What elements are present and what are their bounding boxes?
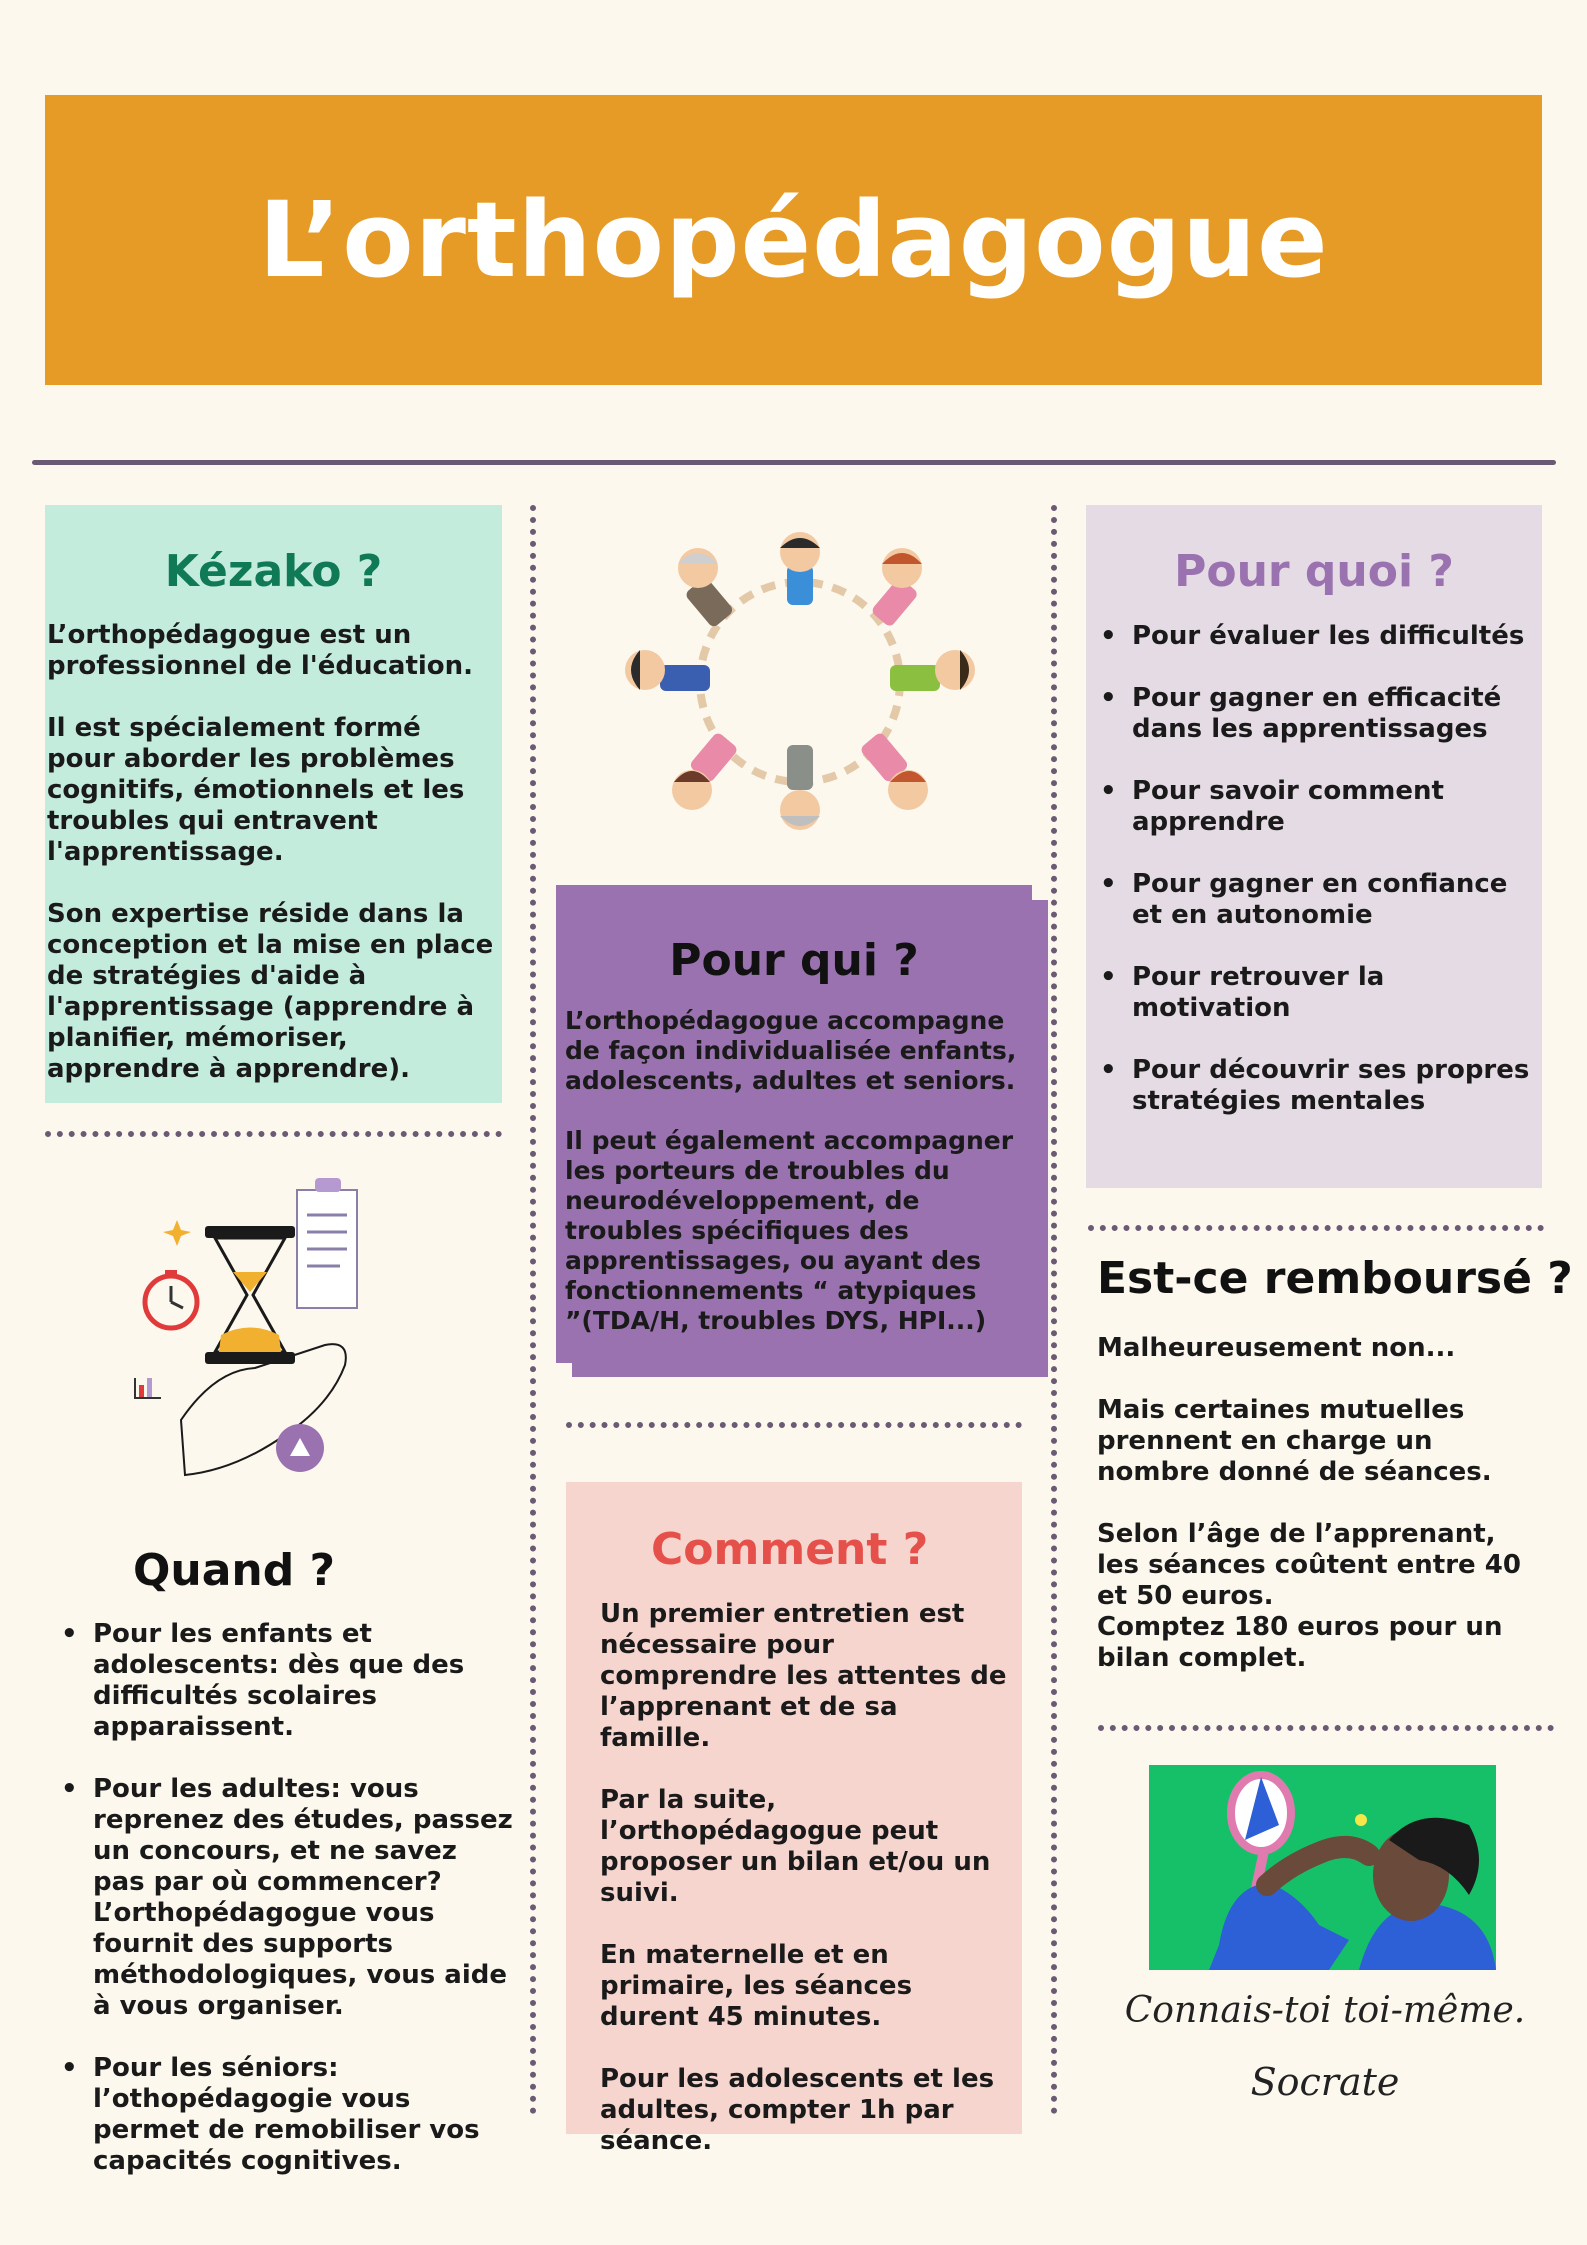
quand-list	[47, 1619, 517, 2177]
kezako-title: Kézako ?	[164, 546, 383, 597]
quote-text: Connais-toi toi-même.	[1124, 1990, 1526, 2031]
list-item: • Pour les adultes: vous reprenez des études, passez un concours, et ne savez pas par où commencer? L’orthopédagogue vous fournit des supports méthodologiques, vous aide à vous organiser.	[47, 1774, 517, 2022]
divider-rembourse-quote	[1098, 1725, 1554, 1731]
divider-pourquoi-rembourse	[1088, 1225, 1544, 1231]
list-item: • Pour découvrir ses propres stratégies mentales	[1086, 1055, 1536, 1117]
list-item: • Pour les séniors: l’othopédagogie vous permet de remobiliser vos capacités cognitives.	[47, 2053, 517, 2177]
pourquoi-card	[1086, 505, 1542, 1188]
list-item: • Pour les enfants et adolescents: dès que des difficultés scolaires apparaissent.	[47, 1619, 517, 1743]
comment-paragraph: Un premier entretien est nécessaire pour comprendre les attentes de l’apprenant et de sa famille.	[600, 1599, 1007, 1753]
rembourse-paragraph: Selon l’âge de l’apprenant, les séances coûtent entre 40 et 50 euros.	[1097, 1519, 1521, 1611]
comment-text	[600, 1599, 1015, 2157]
rembourse-paragraph: Malheureusement non...	[1097, 1333, 1456, 1363]
comment-title: Comment ?	[651, 1524, 929, 1575]
pourquoi-list	[1086, 621, 1536, 1117]
kezako-paragraph: Il est spécialement formé pour aborder les problèmes cognitifs, émotionnels et les troubles qui entravent l'apprentissage.	[47, 713, 465, 867]
hourglass-icon	[135, 1178, 357, 1475]
comment-paragraph: Par la suite, l’orthopédagogue peut proposer un bilan et/ou un suivi.	[600, 1785, 991, 1908]
rembourse-paragraph: Mais certaines mutuelles prennent en charge un nombre donné de séances.	[1097, 1395, 1492, 1487]
kezako-paragraph: Son expertise réside dans la conception et la mise en place de stratégies d'aide à l'apprentissage (apprendre à planifier, mémoriser, apprendre à apprendre).	[47, 899, 494, 1084]
quand-title: Quand ?	[133, 1545, 336, 1596]
page-title: L’orthopédagogue	[258, 179, 1329, 301]
list-item: • Pour gagner en efficacité dans les apprentissages	[1086, 683, 1536, 745]
column-divider-right	[1051, 505, 1057, 2115]
list-item: • Pour gagner en confiance et en autonomie	[1086, 869, 1536, 931]
people-circle-icon	[625, 532, 975, 830]
mirror-person-icon	[1149, 1765, 1496, 1970]
rembourse-text	[1097, 1333, 1542, 1674]
list-item: • Pour savoir comment apprendre	[1086, 776, 1536, 838]
mirror-illustration	[1149, 1765, 1496, 1970]
rembourse-paragraph: Comptez 180 euros pour un bilan complet.	[1097, 1612, 1503, 1673]
header-divider	[32, 460, 1556, 465]
kezako-card	[45, 505, 502, 1103]
rembourse-title: Est-ce remboursé ?	[1097, 1253, 1573, 1304]
hourglass-illustration	[115, 1170, 365, 1490]
comment-paragraph: En maternelle et en primaire, les séances durent 45 minutes.	[600, 1940, 913, 2032]
pourqui-title: Pour qui ?	[669, 935, 919, 986]
people-circle-illustration	[600, 520, 1000, 845]
list-item: • Pour retrouver la motivation	[1086, 962, 1536, 1024]
pourqui-card	[556, 885, 1032, 1363]
quote-author: Socrate	[1250, 2060, 1400, 2104]
column-divider-left	[530, 505, 536, 2115]
divider-pourqui-comment	[566, 1422, 1022, 1428]
divider-kezako-quand	[45, 1131, 502, 1137]
comment-paragraph: Pour les adolescents et les adultes, compter 1h par séance.	[600, 2064, 995, 2156]
title-banner	[45, 95, 1542, 385]
kezako-text	[47, 620, 497, 1085]
pourqui-text	[565, 1006, 1027, 1336]
pourqui-paragraph: L’orthopédagogue accompagne de façon individualisée enfants, adolescents, adultes et seniors.	[565, 1006, 1017, 1095]
pourqui-paragraph: Il peut également accompagner les porteurs de troubles du neurodéveloppement, de troubles spécifiques des apprentissages, ou ayant des fonctionnements “ atypiques ”(TDA/H, troubles DYS, HPI...)	[565, 1126, 1014, 1335]
kezako-paragraph: L’orthopédagogue est un professionnel de l'éducation.	[47, 620, 474, 681]
comment-card	[566, 1482, 1022, 2156]
list-item: • Pour évaluer les difficultés	[1086, 621, 1536, 652]
pourquoi-title: Pour quoi ?	[1174, 546, 1454, 597]
